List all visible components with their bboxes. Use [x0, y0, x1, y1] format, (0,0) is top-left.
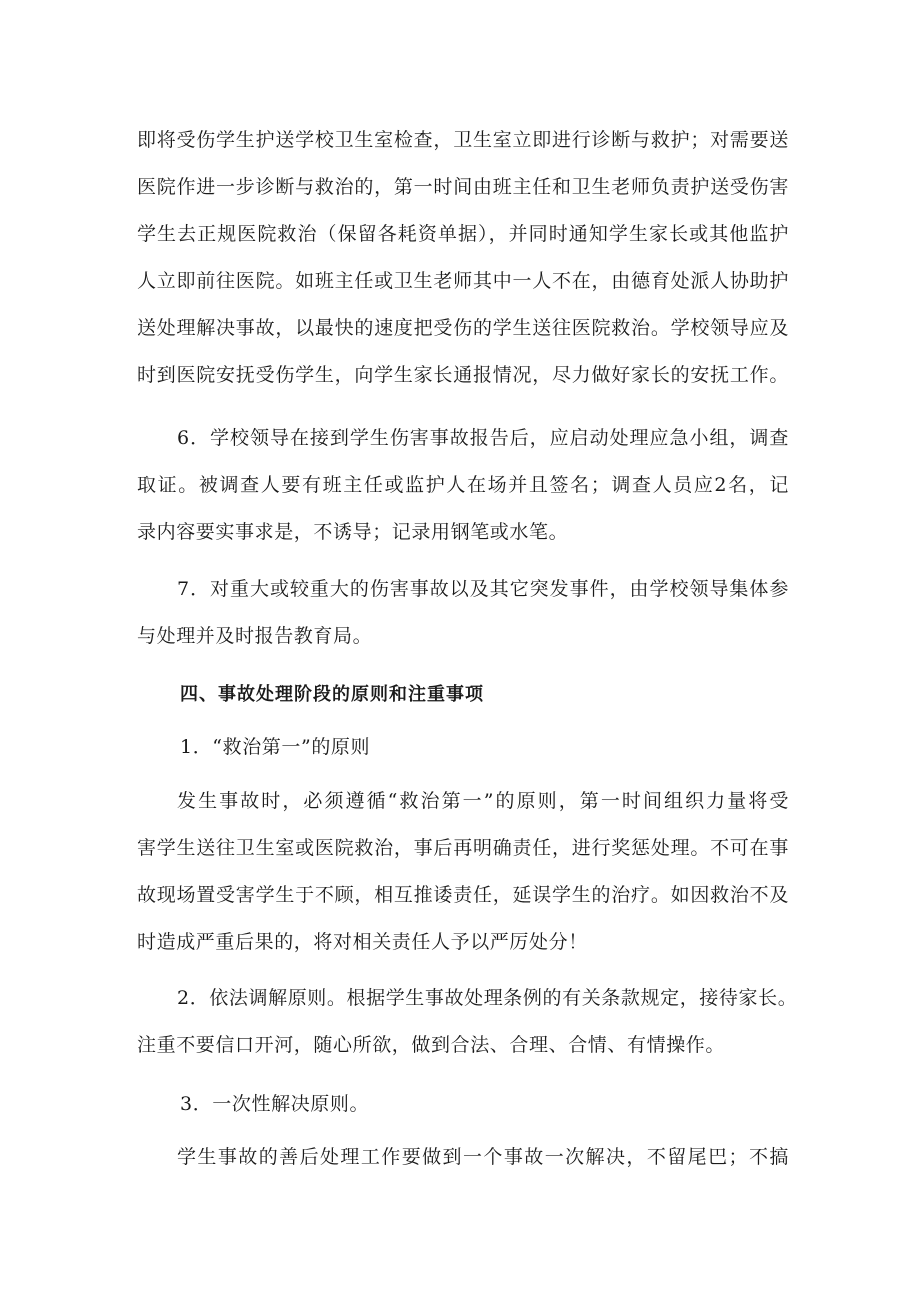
text-line: 人立即前往医院。如班主任或卫生老师其中一人不在，由德育处派人协助护: [137, 270, 789, 292]
text-line: 6．学校领导在接到学生伤害事故报告后，应启动处理应急小组，调查: [177, 427, 789, 449]
text-line: 送处理解决事故，以最快的速度把受伤的学生送往医院救治。学校领导应及: [137, 317, 789, 339]
text-line: 与处理并及时报告教育局。: [137, 625, 373, 647]
paragraph-continuation: [137, 128, 789, 388]
subheading-principle-1: [180, 735, 832, 760]
text-line: 即将受伤学生护送学校卫生室检查，卫生室立即进行诊断与救护；对需要送: [137, 129, 789, 151]
paragraph-item-7: [137, 577, 789, 649]
text-line: 故现场置受害学生于不顾，相互推诿责任，延误学生的治疗。如因救治不及: [137, 884, 789, 906]
subheading-text: 1．“救治第一”的原则: [180, 736, 371, 758]
paragraph-principle-3: [137, 1145, 789, 1170]
paragraph-item-6: [137, 426, 789, 545]
subheading-principle-3: [180, 1092, 832, 1117]
text-line: 2．依法调解原则。根据学生事故处理条例的有关条款规定，接待家长。: [177, 987, 798, 1009]
text-line: 注重不要信口开河，随心所欲，做到合法、合理、合情、有情操作。: [137, 1034, 726, 1056]
text-line: 7．对重大或较重大的伤害事故以及其它突发事件，由学校领导集体参: [177, 578, 789, 600]
text-line: 医院作进一步诊断与救治的，第一时间由班主任和卫生老师负责护送受伤害: [137, 176, 789, 198]
text-line: 害学生送往卫生室或医院救治，事后再明确责任，进行奖惩处理。不可在事: [137, 837, 789, 859]
text-line: 录内容要实事求是，不诱导；记录用钢笔或水笔。: [137, 521, 569, 543]
text-line: 时到医院安抚受伤学生，向学生家长通报情况，尽力做好家长的安抚工作。: [137, 364, 789, 386]
text-line: 时造成严重后果的，将对相关责任人予以严厉处分！: [137, 931, 588, 953]
section-title: 四、事故处理阶段的原则和注重事项: [180, 684, 484, 705]
text-line: 学生事故的善后处理工作要做到一个事故一次解决，不留尾巴；不搞: [177, 1146, 789, 1168]
paragraph-principle-2: [137, 986, 798, 1058]
text-line: 取证。被调查人要有班主任或监护人在场并且签名；调查人员应2名，记: [137, 474, 789, 496]
text-line: 发生事故时，必须遵循“救治第一”的原则，第一时间组织力量将受: [177, 790, 789, 812]
subheading-text: 3．一次性解决原则。: [180, 1093, 370, 1115]
text-line: 学生去正规医院救治（保留各耗资单据），并同时通知学生家长或其他监护: [137, 223, 789, 245]
paragraph-principle-1: [137, 789, 789, 955]
section-heading: [180, 682, 832, 707]
